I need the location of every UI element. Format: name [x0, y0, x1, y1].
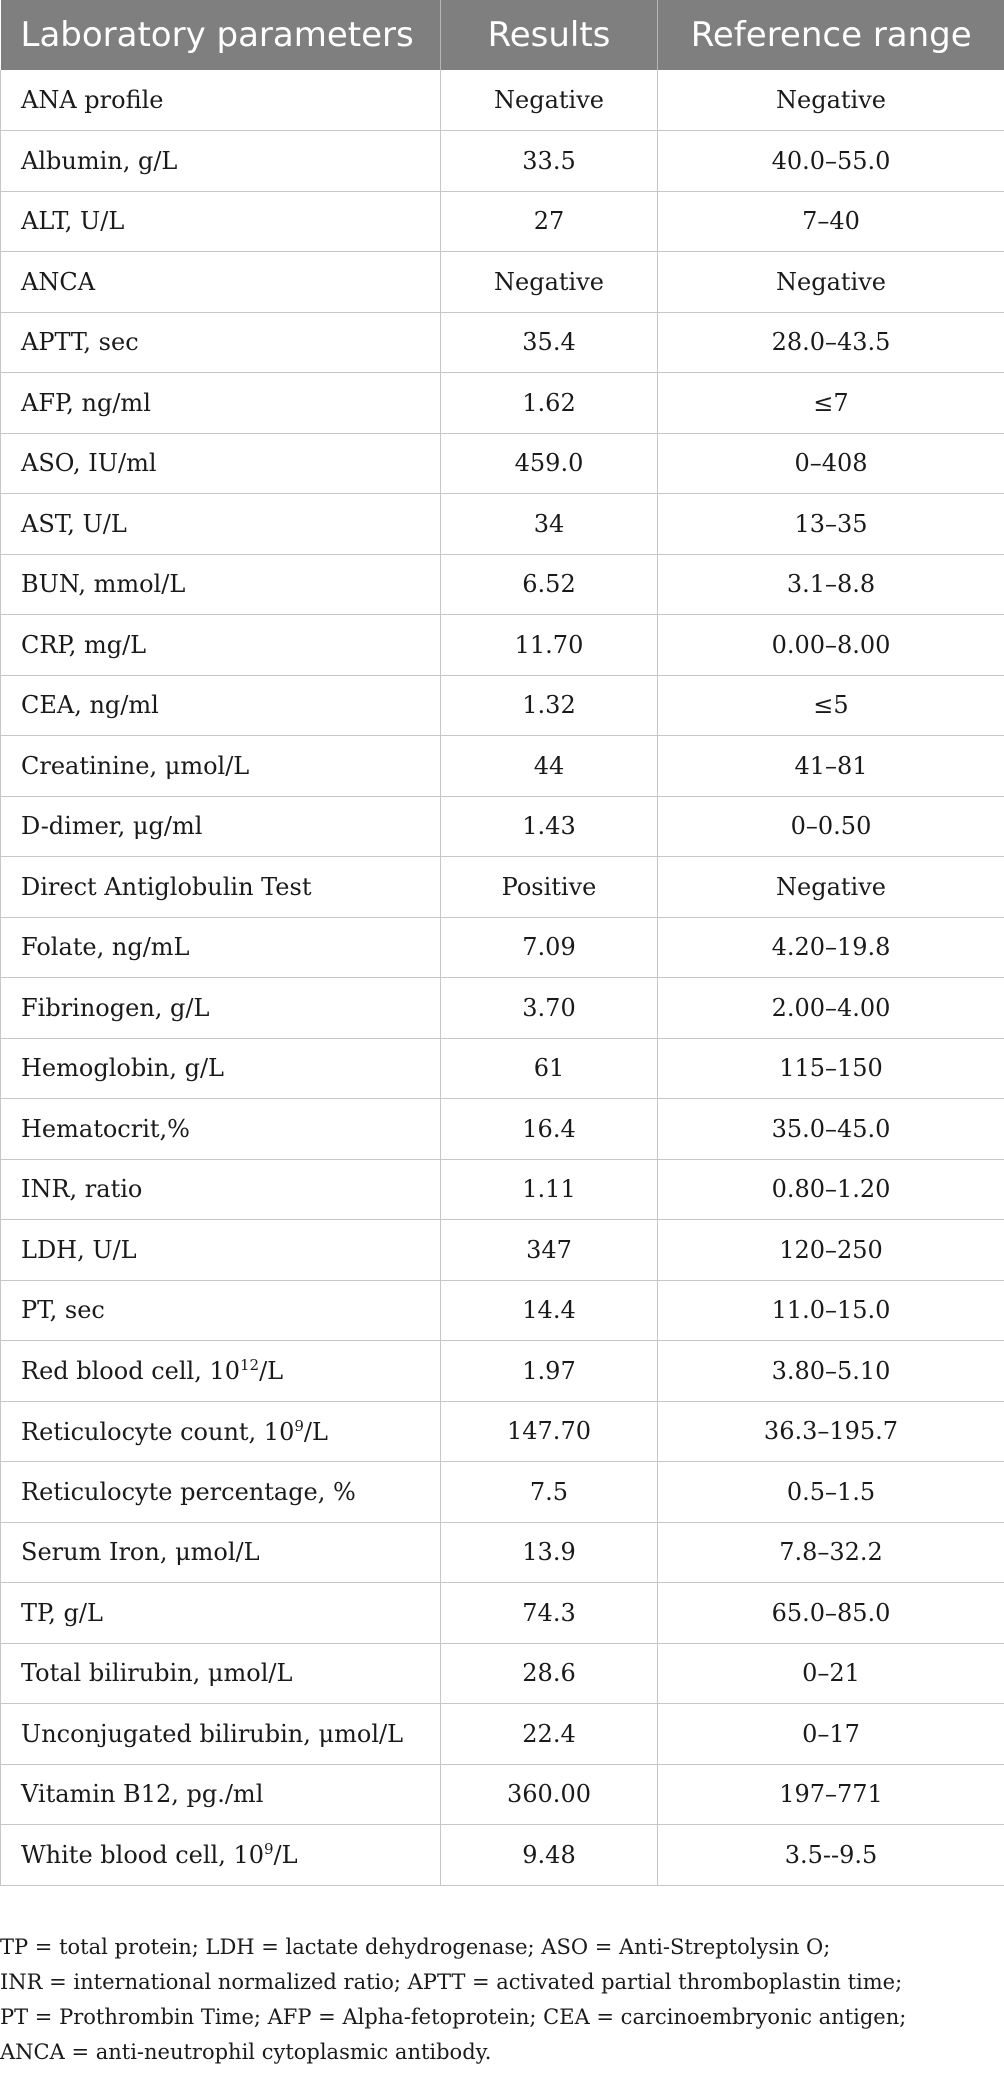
result-cell: 7.5	[441, 1462, 658, 1523]
reference-range-cell: 41–81	[658, 736, 1004, 797]
table-row	[1, 131, 1004, 192]
result-cell: 6.52	[441, 554, 658, 615]
result-cell: 3.70	[441, 978, 658, 1039]
parameter-exponent: 12	[240, 1356, 260, 1375]
result-cell: 14.4	[441, 1280, 658, 1341]
parameter-label: APTT, sec	[21, 328, 139, 357]
reference-range-cell: 3.80–5.10	[658, 1341, 1004, 1402]
parameter-cell	[1, 70, 441, 131]
reference-range-cell: 0–0.50	[658, 796, 1004, 857]
parameter-cell	[1, 312, 441, 373]
table-row	[1, 917, 1004, 978]
reference-range-cell: 0.5–1.5	[658, 1462, 1004, 1523]
parameter-label: Red blood cell, 10	[21, 1357, 240, 1386]
parameter-label: Hemoglobin, g/L	[21, 1054, 224, 1083]
result-cell: 22.4	[441, 1704, 658, 1765]
parameter-cell	[1, 554, 441, 615]
reference-range-cell: 0–21	[658, 1643, 1004, 1704]
table-row	[1, 494, 1004, 555]
result-cell: 1.11	[441, 1159, 658, 1220]
parameter-label: Reticulocyte percentage, %	[21, 1477, 356, 1506]
table-row	[1, 1280, 1004, 1341]
reference-range-cell: 65.0–85.0	[658, 1583, 1004, 1644]
parameter-label: Unconjugated bilirubin, μmol/L	[21, 1719, 404, 1748]
table-row	[1, 1099, 1004, 1160]
parameter-label: Total bilirubin, μmol/L	[21, 1659, 293, 1688]
footnote-line: PT = Prothrombin Time; AFP = Alpha-fetoprotein; CEA = carcinoembryonic antigen;	[0, 2005, 907, 2029]
reference-range-cell: 0–17	[658, 1704, 1004, 1765]
parameter-cell	[1, 433, 441, 494]
result-cell: 147.70	[441, 1401, 658, 1462]
table-row	[1, 252, 1004, 313]
parameter-cell	[1, 1099, 441, 1160]
parameter-cell	[1, 1341, 441, 1402]
footnote-line: INR = international normalized ratio; APTT = activated partial thromboplastin time;	[0, 1970, 903, 1994]
table-body	[1, 70, 1004, 1885]
table-row	[1, 312, 1004, 373]
parameter-cell	[1, 131, 441, 192]
table-row	[1, 1764, 1004, 1825]
parameter-label: ANCA	[21, 267, 96, 296]
result-cell: 11.70	[441, 615, 658, 676]
table-row	[1, 1522, 1004, 1583]
table-row	[1, 191, 1004, 252]
reference-range-cell: Negative	[658, 857, 1004, 918]
result-cell: 27	[441, 191, 658, 252]
table-row	[1, 1341, 1004, 1402]
reference-range-cell: 36.3–195.7	[658, 1401, 1004, 1462]
table-row	[1, 433, 1004, 494]
parameter-label: ALT, U/L	[21, 207, 125, 236]
parameter-label: Fibrinogen, g/L	[21, 993, 210, 1022]
table-row	[1, 1159, 1004, 1220]
table-row	[1, 978, 1004, 1039]
parameter-label: AFP, ng/ml	[21, 388, 151, 417]
result-cell: 459.0	[441, 433, 658, 494]
reference-range-cell: 0.00–8.00	[658, 615, 1004, 676]
reference-range-cell: Negative	[658, 252, 1004, 313]
table-row	[1, 70, 1004, 131]
result-cell: 44	[441, 736, 658, 797]
parameter-cell	[1, 917, 441, 978]
table-footnote	[0, 1930, 1004, 2070]
result-cell: 16.4	[441, 1099, 658, 1160]
parameter-cell	[1, 252, 441, 313]
result-cell: 1.62	[441, 373, 658, 434]
table-header	[1, 0, 1004, 70]
reference-range-cell: 2.00–4.00	[658, 978, 1004, 1039]
result-cell: 1.43	[441, 796, 658, 857]
reference-range-cell: 197–771	[658, 1764, 1004, 1825]
parameter-cell	[1, 1159, 441, 1220]
table-row	[1, 1825, 1004, 1886]
footnote-line: ANCA = anti-neutrophil cytoplasmic antibody.	[0, 2040, 492, 2064]
table-row	[1, 1704, 1004, 1765]
parameter-cell	[1, 796, 441, 857]
parameter-label: INR, ratio	[21, 1175, 143, 1204]
table-row	[1, 1583, 1004, 1644]
parameter-label: Folate, ng/mL	[21, 933, 190, 962]
result-cell: 35.4	[441, 312, 658, 373]
parameter-label: CEA, ng/ml	[21, 691, 159, 720]
reference-range-cell: 11.0–15.0	[658, 1280, 1004, 1341]
table-row	[1, 1462, 1004, 1523]
parameter-cell	[1, 1038, 441, 1099]
table-row	[1, 1038, 1004, 1099]
footnote-line: TP = total protein; LDH = lactate dehydrogenase; ASO = Anti-Streptolysin O;	[0, 1935, 831, 1959]
parameter-label: CRP, mg/L	[21, 630, 147, 659]
result-cell: 1.32	[441, 675, 658, 736]
result-cell: 1.97	[441, 1341, 658, 1402]
reference-range-cell: ≤5	[658, 675, 1004, 736]
parameter-cell	[1, 1764, 441, 1825]
reference-range-cell: 7.8–32.2	[658, 1522, 1004, 1583]
header-laboratory-parameters: Laboratory parameters	[1, 0, 441, 70]
result-cell: Positive	[441, 857, 658, 918]
parameter-cell	[1, 615, 441, 676]
parameter-label: D-dimer, μg/ml	[21, 812, 203, 841]
table-row	[1, 796, 1004, 857]
reference-range-cell: 3.5--9.5	[658, 1825, 1004, 1886]
parameter-cell	[1, 1220, 441, 1281]
reference-range-cell: 0–408	[658, 433, 1004, 494]
parameter-unit-tail: /L	[303, 1417, 328, 1446]
parameter-cell	[1, 191, 441, 252]
parameter-cell	[1, 494, 441, 555]
parameter-cell	[1, 675, 441, 736]
parameter-label: Direct Antiglobulin Test	[21, 872, 312, 901]
result-cell: Negative	[441, 70, 658, 131]
parameter-cell	[1, 1280, 441, 1341]
parameter-label: PT, sec	[21, 1296, 105, 1325]
result-cell: 28.6	[441, 1643, 658, 1704]
table-row	[1, 1643, 1004, 1704]
result-cell: Negative	[441, 252, 658, 313]
table-row	[1, 1401, 1004, 1462]
header-results: Results	[441, 0, 658, 70]
table-row	[1, 1220, 1004, 1281]
parameter-cell	[1, 373, 441, 434]
parameter-label: Albumin, g/L	[21, 146, 178, 175]
reference-range-cell: 0.80–1.20	[658, 1159, 1004, 1220]
header-reference-range: Reference range	[658, 0, 1004, 70]
parameter-label: Reticulocyte count, 10	[21, 1417, 295, 1446]
result-cell: 74.3	[441, 1583, 658, 1644]
reference-range-cell: 4.20–19.8	[658, 917, 1004, 978]
result-cell: 347	[441, 1220, 658, 1281]
result-cell: 34	[441, 494, 658, 555]
reference-range-cell: 120–250	[658, 1220, 1004, 1281]
parameter-exponent: 9	[264, 1840, 274, 1859]
parameter-label: Vitamin B12, pg./ml	[21, 1780, 264, 1809]
parameter-cell	[1, 978, 441, 1039]
result-cell: 33.5	[441, 131, 658, 192]
result-cell: 7.09	[441, 917, 658, 978]
table-row	[1, 675, 1004, 736]
parameter-cell	[1, 1704, 441, 1765]
parameter-label: ANA profile	[21, 86, 164, 114]
table-row	[1, 736, 1004, 797]
parameter-cell	[1, 1825, 441, 1886]
parameter-label: BUN, mmol/L	[21, 570, 186, 599]
table-row	[1, 373, 1004, 434]
parameter-label: Creatinine, μmol/L	[21, 751, 250, 780]
reference-range-cell: 7–40	[658, 191, 1004, 252]
reference-range-cell: 115–150	[658, 1038, 1004, 1099]
result-cell: 360.00	[441, 1764, 658, 1825]
parameter-cell	[1, 1462, 441, 1523]
table-row	[1, 857, 1004, 918]
parameter-label: ASO, IU/ml	[21, 449, 157, 478]
reference-range-cell: 40.0–55.0	[658, 131, 1004, 192]
parameter-label: TP, g/L	[21, 1598, 103, 1627]
parameter-unit-tail: /L	[259, 1357, 284, 1386]
parameter-label: LDH, U/L	[21, 1235, 137, 1264]
reference-range-cell: 13–35	[658, 494, 1004, 555]
table-row	[1, 554, 1004, 615]
parameter-exponent: 9	[294, 1416, 304, 1435]
reference-range-cell: 3.1–8.8	[658, 554, 1004, 615]
parameter-label: Serum Iron, μmol/L	[21, 1538, 260, 1567]
parameter-cell	[1, 857, 441, 918]
parameter-unit-tail: /L	[273, 1841, 298, 1870]
parameter-label: Hematocrit,%	[21, 1114, 190, 1143]
parameter-cell	[1, 1583, 441, 1644]
parameter-cell	[1, 1643, 441, 1704]
header-row	[1, 0, 1004, 70]
reference-range-cell: 35.0–45.0	[658, 1099, 1004, 1160]
reference-range-cell: Negative	[658, 70, 1004, 131]
parameter-label: White blood cell, 10	[21, 1841, 264, 1870]
parameter-cell	[1, 1401, 441, 1462]
table-row	[1, 615, 1004, 676]
result-cell: 13.9	[441, 1522, 658, 1583]
parameter-cell	[1, 736, 441, 797]
parameter-cell	[1, 1522, 441, 1583]
reference-range-cell: 28.0–43.5	[658, 312, 1004, 373]
parameter-label: AST, U/L	[21, 509, 127, 538]
result-cell: 61	[441, 1038, 658, 1099]
result-cell: 9.48	[441, 1825, 658, 1886]
reference-range-cell: ≤7	[658, 373, 1004, 434]
